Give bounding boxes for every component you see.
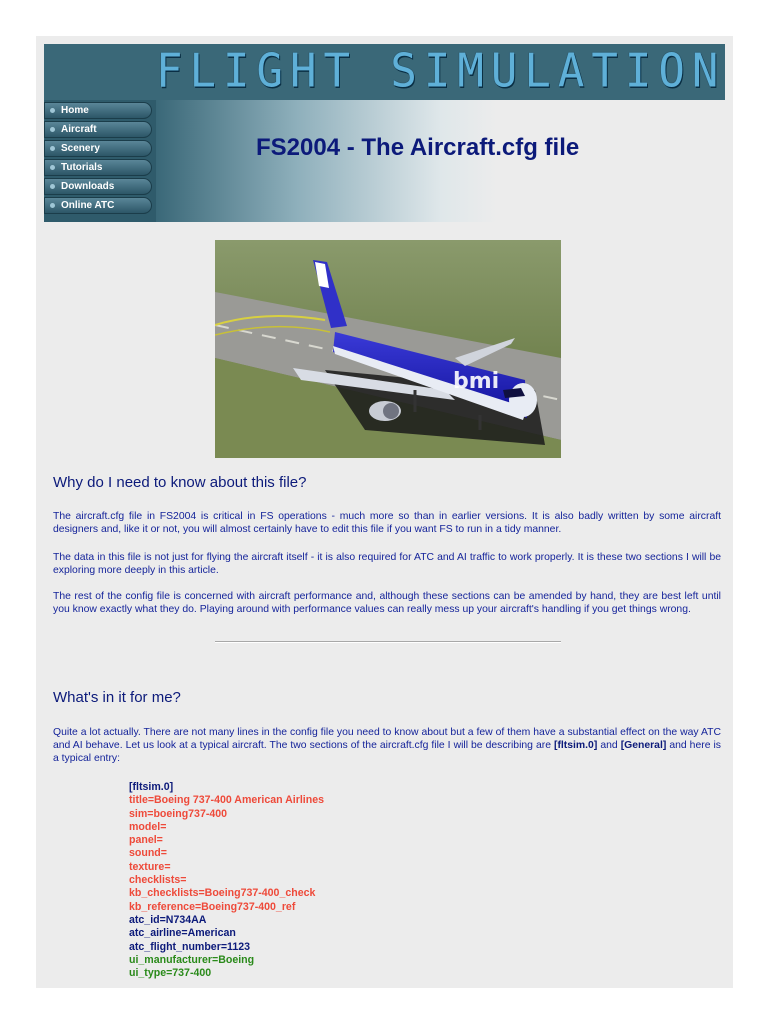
paragraph: The aircraft.cfg file in FS2004 is critical in FS operations - much more so than in earlier versions. It is also badly written by some aircraft designers and, like it or not, you will almost certainly have to edit this file if you want FS to run in a tidy manner. — [53, 511, 721, 535]
bullet-icon — [50, 127, 55, 132]
bullet-icon — [50, 146, 55, 151]
nav-item-label: Online ATC — [61, 200, 115, 211]
paragraph: The data in this file is not just for flying the aircraft itself - it is also required for ATC and AI traffic to work properly. It is these two sections I will be exploring more deeply in this article. — [53, 552, 721, 576]
config-line: title=Boeing 737-400 American Airlines — [129, 794, 324, 807]
nav-item-label: Home — [61, 105, 89, 116]
main-nav — [44, 100, 156, 222]
config-line: atc_id=N734AA — [129, 913, 207, 926]
keyword-fltsim: [fltsim.0] — [554, 740, 598, 751]
header-panel — [156, 100, 725, 222]
bullet-icon — [50, 184, 55, 189]
page-title: FS2004 - The Aircraft.cfg file — [256, 134, 580, 161]
config-line: checklists= — [129, 874, 187, 887]
paragraph — [53, 726, 721, 765]
config-line: ui_type=737-400 — [129, 967, 212, 980]
keyword-general: [General] — [620, 740, 667, 751]
nav-item-online-atc[interactable] — [44, 197, 152, 214]
config-line: [fltsim.0] — [129, 781, 174, 793]
nav-item-label: Tutorials — [61, 162, 103, 173]
text-run: and here is a typical entry: — [53, 740, 721, 764]
config-line: sound= — [129, 847, 167, 860]
config-line: texture= — [129, 860, 171, 873]
aircraft-screenshot — [215, 240, 561, 458]
bullet-icon — [50, 203, 55, 208]
section-heading-whats-in-it: What's in it for me? — [53, 689, 181, 706]
config-line: atc_flight_number=1123 — [129, 940, 250, 953]
config-line: kb_reference=Boeing737-400_ref — [129, 900, 296, 913]
section-heading-why: Why do I need to know about this file? — [53, 474, 307, 491]
paragraph: The rest of the config file is concerned with aircraft performance and, although these sections can be amended by hand, they are best left until you know exactly what they do. Playing around with performance values can really mess up your aircraft's handling if you get things wrong. — [53, 591, 721, 615]
nav-item-downloads[interactable] — [44, 178, 152, 195]
nav-item-label: Downloads — [61, 181, 115, 192]
text-run: Quite a lot actually. There are not many lines in the config file you need to know about but a few of them have a substantial effect on the way ATC and AI behave. Let us look at a typical aircraft. The two sections of the aircraft.cfg file I will be describing are — [53, 727, 721, 751]
config-line: sim=boeing737-400 — [129, 807, 228, 820]
nav-item-scenery[interactable] — [44, 140, 152, 157]
nav-item-aircraft[interactable] — [44, 121, 152, 138]
horizontal-divider — [215, 641, 561, 643]
nav-item-home[interactable] — [44, 102, 152, 119]
config-line: atc_airline=American — [129, 927, 236, 940]
nav-item-label: Scenery — [61, 143, 100, 154]
bullet-icon — [50, 108, 55, 113]
nav-item-label: Aircraft — [61, 124, 97, 135]
config-listing — [129, 781, 429, 980]
livery-logo: bmi — [453, 369, 500, 394]
text-run: and — [597, 740, 621, 751]
nav-item-tutorials[interactable] — [44, 159, 152, 176]
config-line: kb_checklists=Boeing737-400_check — [129, 887, 316, 900]
site-logo-title: FLIGHT SIMULATION — [156, 44, 726, 99]
config-line: ui_manufacturer=Boeing — [129, 953, 255, 966]
config-line: panel= — [129, 834, 163, 847]
site-banner — [44, 44, 725, 100]
aircraft-image — [215, 240, 561, 458]
bullet-icon — [50, 165, 55, 170]
page — [36, 36, 733, 988]
config-line: model= — [129, 820, 167, 833]
